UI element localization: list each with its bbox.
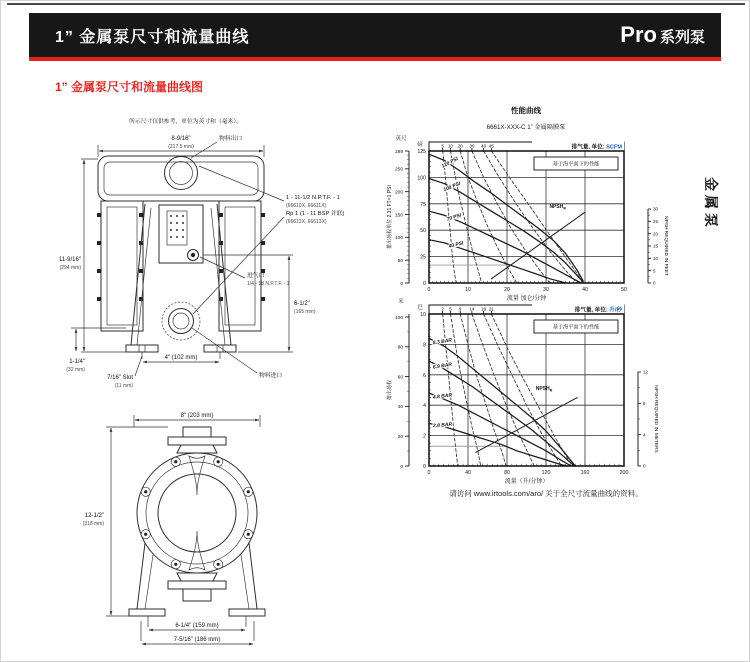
svg-text:150: 150 <box>394 213 403 219</box>
svg-text:60: 60 <box>397 375 403 381</box>
dim-base-width: 4" (102 mm) <box>164 355 198 361</box>
svg-text:25: 25 <box>653 218 658 224</box>
svg-text:5: 5 <box>449 306 452 312</box>
svg-text:2: 2 <box>441 306 444 312</box>
svg-text:70 PSI: 70 PSI <box>445 212 463 223</box>
svg-text:12: 12 <box>643 369 648 375</box>
svg-text:45: 45 <box>488 143 494 149</box>
svg-text:40 PSI: 40 PSI <box>448 240 465 250</box>
svg-text:120: 120 <box>541 470 551 476</box>
air-inlet-callout-2: 1/4 - 18 N.P.T.F. - 1 <box>247 281 290 287</box>
svg-text:4: 4 <box>423 403 426 410</box>
svg-text:30: 30 <box>469 143 475 149</box>
svg-text:50: 50 <box>621 287 627 293</box>
svg-text:80: 80 <box>397 345 403 351</box>
svg-text:75: 75 <box>420 201 426 208</box>
svg-text:巴: 巴 <box>417 305 423 311</box>
port-spec-line4: (66612X, 66613X) <box>286 219 327 225</box>
performance-charts <box>381 101 711 513</box>
svg-text:25: 25 <box>420 254 426 261</box>
dim-foot-mm: (32 mm) <box>66 367 85 373</box>
port-spec-line1: 1 - 11-1/2 N.P.T.F. - 1 <box>286 195 340 201</box>
svg-text:4: 4 <box>643 432 646 438</box>
svg-text:200: 200 <box>619 470 629 476</box>
svg-text:20: 20 <box>653 231 658 237</box>
page-header <box>29 13 721 57</box>
curve-4.8-BAR <box>429 393 571 466</box>
svg-text:100 PSI: 100 PSI <box>442 180 462 194</box>
svg-text:0: 0 <box>427 287 431 293</box>
svg-text:5: 5 <box>441 143 444 149</box>
curve-2.8-BAR <box>429 423 567 466</box>
brand-suffix: 系列泵 <box>659 29 705 46</box>
svg-text:20: 20 <box>457 143 463 149</box>
svg-text:40: 40 <box>582 287 588 293</box>
svg-text:4.8 BAR: 4.8 BAR <box>432 392 453 401</box>
dim-base-span: 7-5/16" (186 mm) <box>173 637 221 643</box>
svg-text:21: 21 <box>488 306 494 312</box>
svg-text:米: 米 <box>398 299 404 305</box>
svg-text:基于海平面下的性能: 基于海平面下的性能 <box>552 161 600 168</box>
svg-text:40: 40 <box>481 143 487 149</box>
svg-text:10: 10 <box>447 143 454 149</box>
svg-text:0: 0 <box>423 464 426 470</box>
svg-text:0: 0 <box>400 281 403 287</box>
side-view-bolts <box>97 213 265 301</box>
svg-text:100: 100 <box>417 175 426 182</box>
dim-slot-mm: (11 mm) <box>114 383 133 389</box>
drawing-note: 所示尺寸仅供参考，单位为英寸和（毫米）。 <box>129 119 243 125</box>
svg-text:20: 20 <box>397 434 403 440</box>
svg-text:50: 50 <box>420 228 426 235</box>
dim-front-height-mm: (318 mm) <box>82 521 104 527</box>
footer-note: 请访问 www.irtools.com/aro/ 关于全尺寸流量曲线的资料。 <box>449 489 643 498</box>
svg-text:250: 250 <box>394 167 403 173</box>
svg-text:19: 19 <box>481 306 487 312</box>
dim-side-width-mm: (217.5 mm) <box>168 144 194 150</box>
dim-foot-in: 1-1/4" <box>69 359 85 365</box>
svg-text:2: 2 <box>423 433 426 440</box>
outlet-callout: 物料出口 <box>219 136 243 142</box>
air-curve-40 <box>484 151 578 283</box>
svg-text:30: 30 <box>543 287 549 293</box>
svg-text:10: 10 <box>420 312 426 318</box>
pump-front-view <box>83 413 265 644</box>
svg-text:120 PSI: 120 PSI <box>440 156 460 170</box>
svg-text:10: 10 <box>653 255 658 261</box>
svg-text:100: 100 <box>394 236 403 242</box>
svg-text:200: 200 <box>394 190 403 196</box>
svg-text:15: 15 <box>653 243 658 249</box>
svg-text:100: 100 <box>394 315 403 321</box>
svg-text:英尺: 英尺 <box>395 136 407 142</box>
section-subtitle: 1” 金属泵尺寸和流量曲线图 <box>55 80 204 94</box>
svg-text:2.8 BAR: 2.8 BAR <box>432 421 453 430</box>
svg-text:5: 5 <box>653 268 656 274</box>
svg-text:0: 0 <box>400 464 403 470</box>
svg-text:NPSH REQUIRED IN METERS: NPSH REQUIRED IN METERS <box>653 385 658 453</box>
air-inlet-callout-1: 进气口 <box>247 273 265 279</box>
svg-text:6.9 BAR: 6.9 BAR <box>432 361 453 371</box>
svg-text:80: 80 <box>504 470 510 476</box>
svg-text:流量（升/分钟）: 流量（升/分钟） <box>504 479 549 485</box>
npsh-label: $NPSH_R$ <box>549 204 566 211</box>
svg-text:289: 289 <box>394 149 403 155</box>
svg-text:40: 40 <box>397 405 403 411</box>
svg-text:10: 10 <box>465 287 471 293</box>
dim-slot-in: 7/16" Slot <box>107 375 133 381</box>
port-spec-line2: (66610X, 66611X) <box>286 203 327 209</box>
air-curve-20 <box>460 151 517 283</box>
dim-air-height-mm: (165 mm) <box>294 309 316 315</box>
svg-text:30: 30 <box>653 206 658 212</box>
dim-air-height-in: 6-1/2" <box>294 301 310 307</box>
air-consumption-axis-label: 排气量, 单位: 升/秒 <box>574 307 622 314</box>
dim-side-height-in: 11-9/16" <box>58 257 81 263</box>
svg-text:0: 0 <box>653 280 656 286</box>
svg-text:0: 0 <box>423 281 426 287</box>
npsh-label: $NPSH_R$ <box>535 386 553 393</box>
svg-text:125: 125 <box>417 149 426 155</box>
svg-text:8.3 BAR: 8.3 BAR <box>432 337 453 347</box>
port-spec-line3: Rp 1 (1 - 11 BSP 并联) <box>286 211 345 217</box>
svg-text:排出扬程单位 2.31 FT=1 PSI: 排出扬程单位 2.31 FT=1 PSI <box>387 185 393 249</box>
svg-text:基于海平面下的性能: 基于海平面下的性能 <box>552 324 600 331</box>
svg-text:NPSH REQUIRED IN FEET: NPSH REQUIRED IN FEET <box>663 216 668 276</box>
svg-text:6: 6 <box>423 372 426 379</box>
page-title: 1” 金属泵尺寸和流量曲线 <box>55 28 250 46</box>
dim-side-height-mm: (294 mm) <box>59 265 81 271</box>
pump-side-view <box>59 134 345 389</box>
svg-text:8: 8 <box>423 342 426 349</box>
svg-text:0: 0 <box>427 470 431 476</box>
svg-text:流量 加仑/分钟: 流量 加仑/分钟 <box>506 296 547 302</box>
dim-side-width-in: 8-9/16" <box>171 136 191 142</box>
air-consumption-axis-label: 排气量, 单位: SCFM <box>571 144 622 151</box>
muffler-plate-holes <box>170 215 184 238</box>
svg-text:40: 40 <box>465 470 471 476</box>
svg-text:6661X-XXX-C 1” 金属隔膜泵: 6661X-XXX-C 1” 金属隔膜泵 <box>486 124 566 131</box>
svg-text:160: 160 <box>580 470 590 476</box>
svg-text:20: 20 <box>504 287 510 293</box>
svg-text:14: 14 <box>469 306 475 312</box>
pump-dimension-drawing <box>41 109 381 661</box>
svg-text:性能曲线: 性能曲线 <box>511 106 541 115</box>
svg-text:排出扬程: 排出扬程 <box>387 379 393 401</box>
svg-text:0: 0 <box>643 463 646 469</box>
svg-text:9: 9 <box>458 306 462 312</box>
brand-pro: Pro <box>620 22 657 47</box>
dim-front-height-in: 12-1/2" <box>84 513 104 519</box>
inlet-callout: 物料进口 <box>259 373 283 379</box>
dim-front-width: 8" (203 mm) <box>180 413 214 419</box>
page-top-rule <box>7 3 745 5</box>
side-tab-metal-pump: 金属泵 <box>703 177 719 231</box>
svg-text:50: 50 <box>397 258 403 264</box>
brand-label <box>620 22 705 48</box>
dim-bolt-span: 6-1/4" (159 mm) <box>175 623 219 629</box>
header-red-rule <box>29 57 721 61</box>
svg-text:磅: 磅 <box>417 142 423 148</box>
svg-text:8: 8 <box>643 400 646 406</box>
